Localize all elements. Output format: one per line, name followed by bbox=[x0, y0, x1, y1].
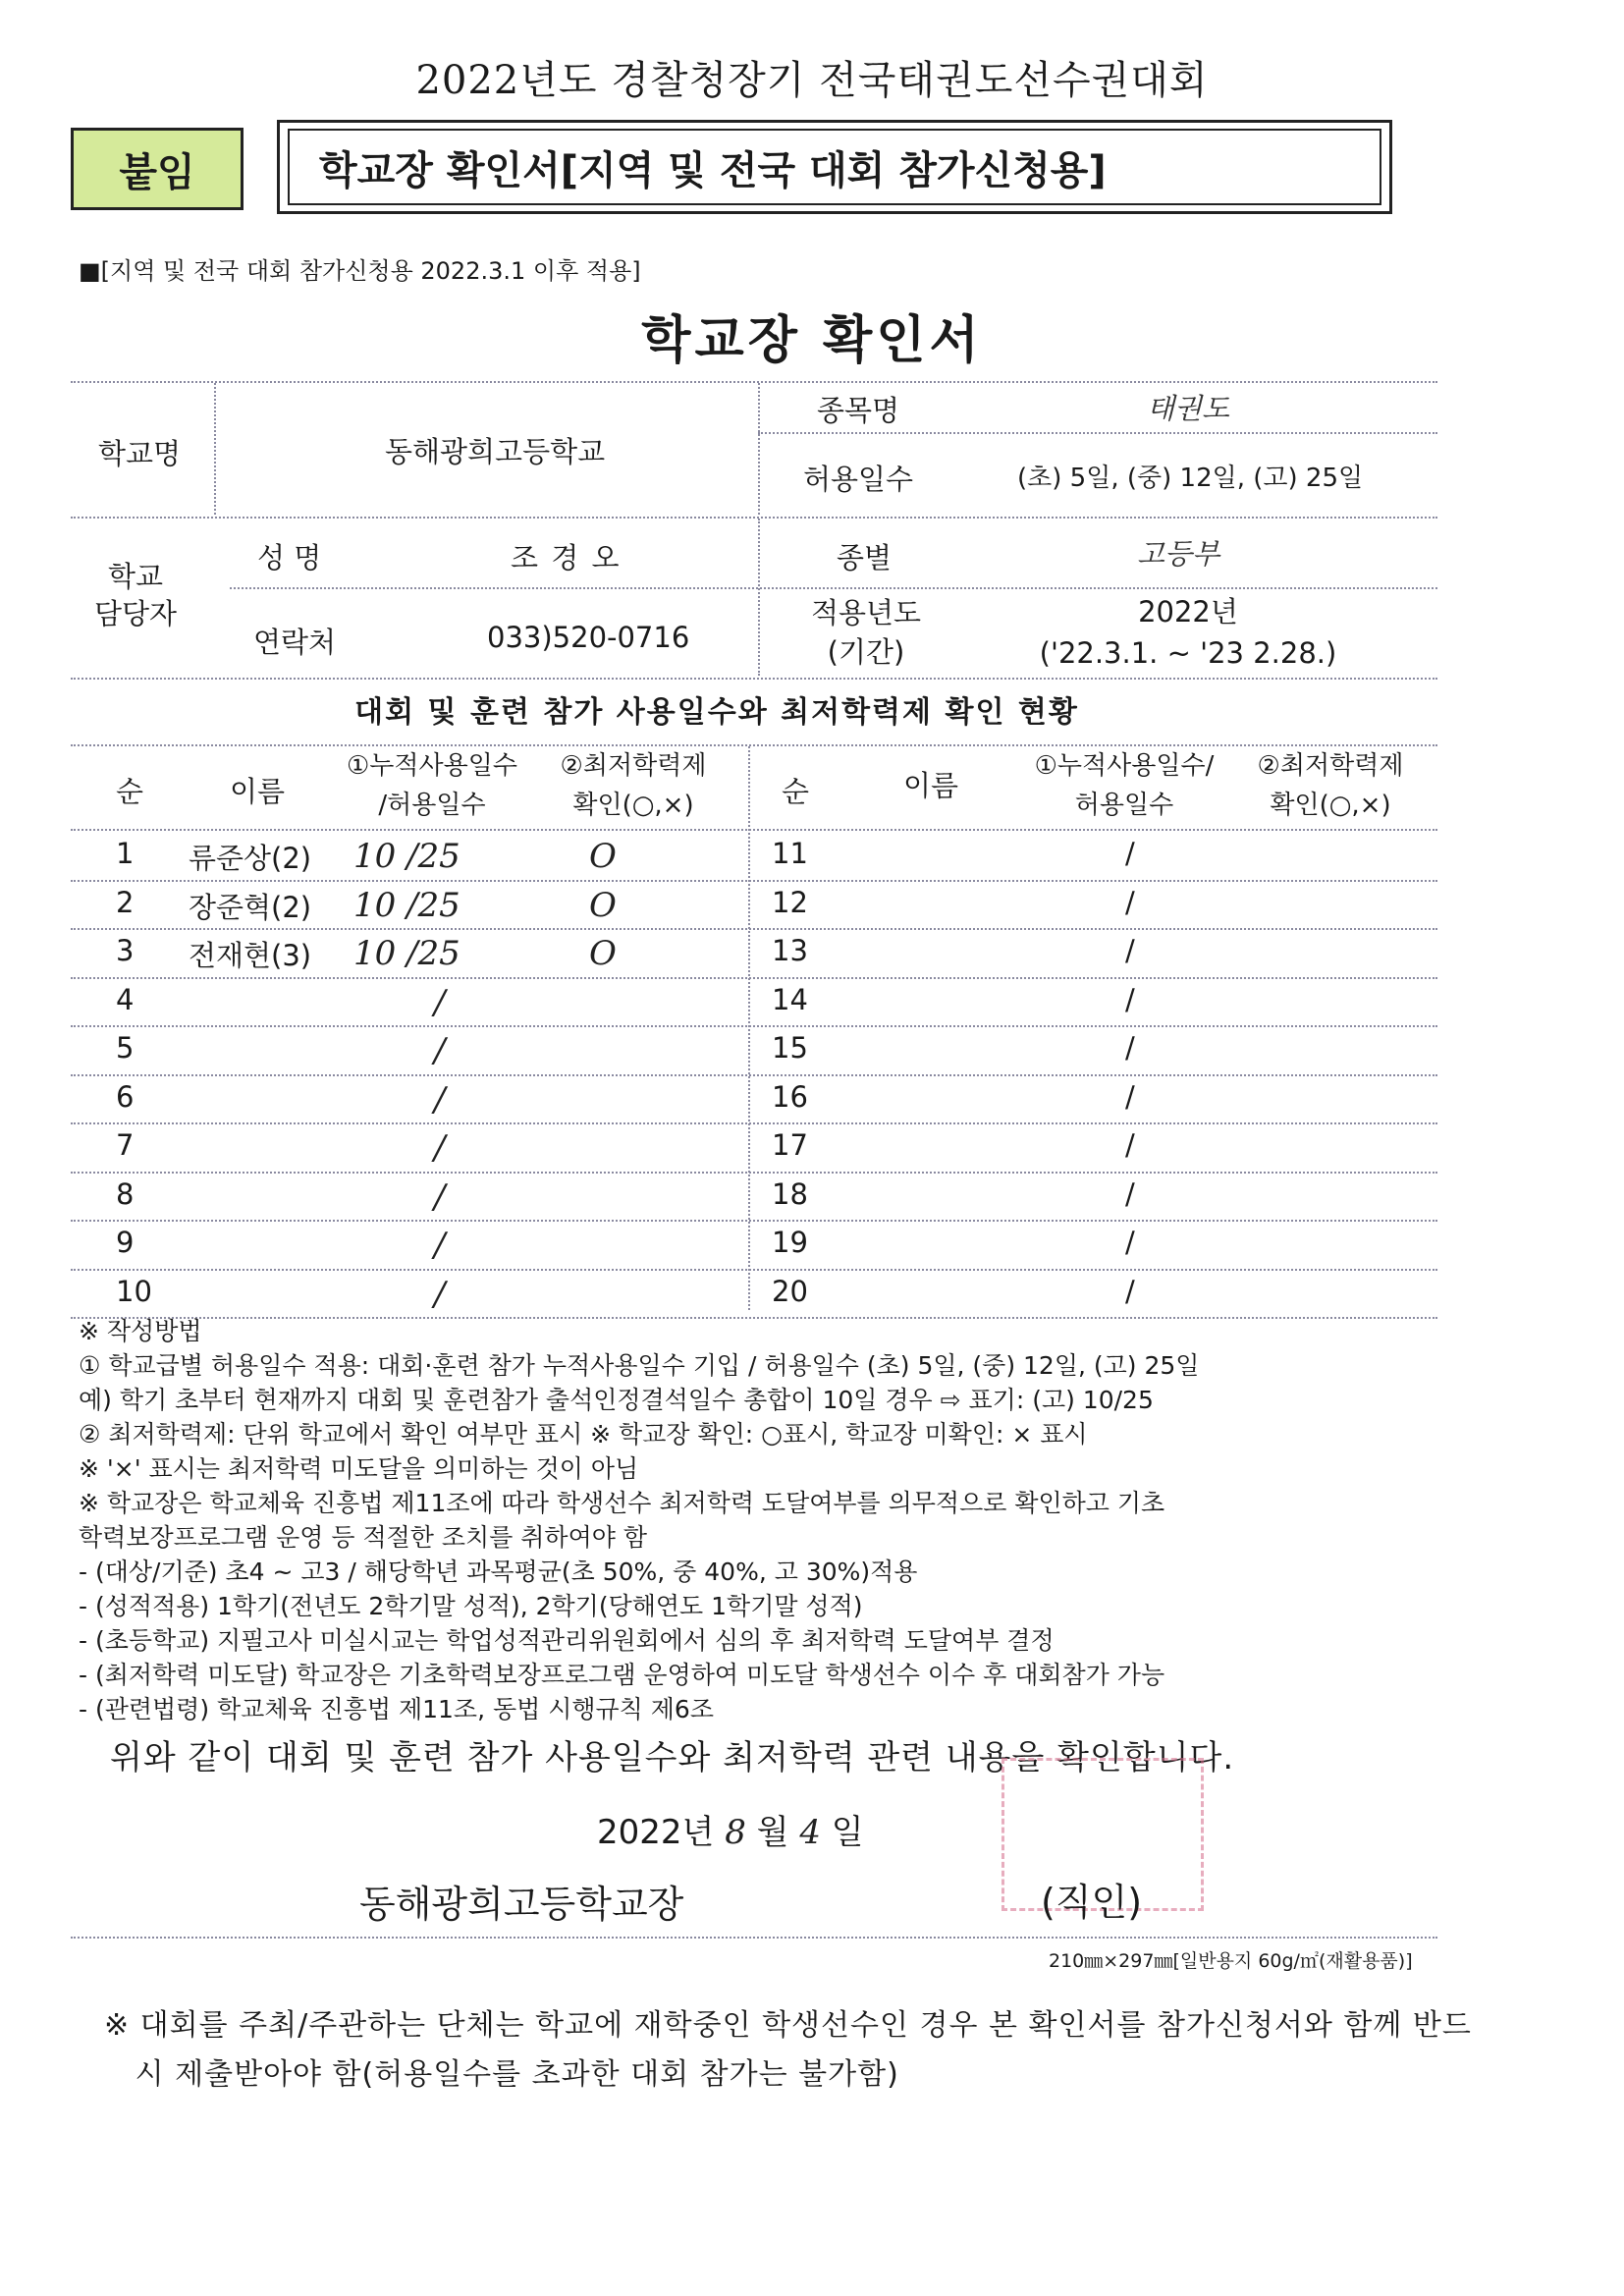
row-days-2: / bbox=[1125, 1177, 1135, 1211]
row-number: 7 bbox=[116, 1128, 135, 1162]
seal-label: (직인) bbox=[1041, 1881, 1143, 1924]
row-days: / bbox=[434, 1128, 446, 1168]
row-number-2: 18 bbox=[772, 1177, 808, 1211]
submission-note bbox=[104, 2001, 1472, 2100]
row-number-2: 16 bbox=[772, 1080, 808, 1114]
row-number: 8 bbox=[116, 1177, 135, 1211]
note-line: 예) 학기 초부터 현재까지 대회 및 훈련참가 출석인정결석일수 총합이 10일 경우 ⇨ 표기: (고) 10/25 bbox=[79, 1386, 1154, 1414]
row-days: / bbox=[434, 1031, 446, 1070]
confirmation-text: 위와 같이 대회 및 훈련 참가 사용일수와 최저학력 관련 내용을 확인합니다. bbox=[110, 1738, 1235, 1777]
days-label: 허용일수 bbox=[803, 463, 914, 496]
col-header-check-2: ②최저학력제 확인(○,×) bbox=[1257, 751, 1404, 820]
row-check: O bbox=[589, 934, 617, 973]
row-days-2: / bbox=[1125, 1128, 1135, 1162]
row-number: 10 bbox=[116, 1275, 152, 1308]
row-check: O bbox=[589, 886, 617, 925]
row-days-2: / bbox=[1125, 934, 1135, 967]
col-header-name: 이름 bbox=[230, 775, 286, 808]
event-title: 2022년도 경찰청장기 전국태권도선수권대회 bbox=[415, 58, 1209, 103]
row-number: 4 bbox=[116, 983, 135, 1016]
col-header-check: ②최저학력제 확인(○,×) bbox=[560, 751, 707, 820]
sign-date bbox=[597, 1805, 864, 1853]
paper-spec: 210㎜×297㎜[일반용지 60g/㎡(재활용품)] bbox=[1049, 1950, 1413, 1972]
row-name: 장준혁(2) bbox=[189, 891, 312, 924]
note-line: ※ 학교장은 학교체육 진흥법 제11조에 따라 학생선수 최저학력 도달여부를 의무적으로 확인하고 기초 bbox=[79, 1489, 1165, 1517]
row-number-2: 12 bbox=[772, 886, 808, 919]
row-days: / bbox=[434, 1080, 446, 1120]
row-name: 류준상(2) bbox=[189, 842, 312, 875]
row-number-2: 13 bbox=[772, 934, 808, 967]
row-number-2: 19 bbox=[772, 1226, 808, 1259]
note-line: ① 학교급별 허용일수 적용: 대회·훈련 참가 누적사용일수 기입 / 허용일수 (초) 5일, (중) 12일, (고) 25일 bbox=[79, 1351, 1200, 1380]
row-number-2: 14 bbox=[772, 983, 808, 1016]
row-number: 3 bbox=[116, 934, 135, 967]
row-check: O bbox=[589, 837, 617, 876]
division-value: 고등부 bbox=[1137, 537, 1220, 571]
school-value: 동해광희고등학교 bbox=[385, 435, 606, 468]
date-month: 8 bbox=[725, 1813, 746, 1852]
school-label: 학교명 bbox=[98, 437, 182, 470]
row-number: 9 bbox=[116, 1226, 135, 1259]
header-box bbox=[277, 120, 1392, 214]
note-line: ② 최저학력제: 단위 학교에서 확인 여부만 표시 ※ 학교장 확인: ○표시, 학교장 미확인: × 표시 bbox=[79, 1420, 1088, 1449]
row-days: 10 /25 bbox=[353, 934, 460, 973]
manager-label: 학교 담당자 bbox=[93, 560, 178, 630]
note-line: - (최저학력 미도달) 학교장은 기초학력보장프로그램 운영하여 미도달 학생선수 이수 후 대회참가 가능 bbox=[79, 1661, 1165, 1689]
year-value: 2022년 ('22.3.1. ~ '23 2.28.) bbox=[1039, 595, 1337, 670]
row-number-2: 17 bbox=[772, 1128, 808, 1162]
note-line: ※ 작성방법 bbox=[79, 1317, 202, 1345]
row-days: / bbox=[434, 1177, 446, 1217]
row-days-2: / bbox=[1125, 1031, 1135, 1065]
row-days-2: / bbox=[1125, 837, 1135, 870]
instructions bbox=[79, 1314, 1199, 1726]
section-title: 대회 및 훈련 참가 사용일수와 최저학력제 확인 현황 bbox=[354, 695, 1079, 730]
row-days: / bbox=[434, 983, 446, 1022]
date-day: 4 bbox=[799, 1813, 821, 1852]
note-line: 학력보장프로그램 운영 등 적절한 조치를 취하여야 함 bbox=[79, 1523, 647, 1552]
col-header-name-2: 이름 bbox=[903, 769, 959, 802]
row-number-2: 20 bbox=[772, 1275, 808, 1308]
event-label: 종목명 bbox=[817, 394, 900, 427]
date-day-unit: 일 bbox=[831, 1813, 864, 1852]
contact-label: 연락처 bbox=[253, 626, 337, 659]
signer-name: 동해광희고등학교장 bbox=[359, 1883, 684, 1926]
row-number: 2 bbox=[116, 886, 135, 919]
row-number-2: 15 bbox=[772, 1031, 808, 1065]
col-header-no-2: 순 bbox=[782, 775, 810, 808]
division-label: 종별 bbox=[837, 541, 893, 574]
row-days-2: / bbox=[1125, 1080, 1135, 1114]
row-days: / bbox=[434, 1275, 446, 1314]
name-value: 조 경 오 bbox=[511, 541, 622, 574]
note-line: ※ '×' 표시는 최저학력 미도달을 의미하는 것이 아님 bbox=[79, 1454, 639, 1483]
row-days: 10 /25 bbox=[353, 886, 460, 925]
contact-value: 033)520-0716 bbox=[487, 621, 690, 654]
row-days-2: / bbox=[1125, 1226, 1135, 1259]
col-header-days-2: ①누적사용일수/ 허용일수 bbox=[1034, 751, 1215, 820]
note-line: - (초등학교) 지필고사 미실시교는 학업성적관리위원회에서 심의 후 최저학력 도달여부 결정 bbox=[79, 1626, 1055, 1655]
col-header-days: ①누적사용일수 /허용일수 bbox=[346, 751, 517, 820]
document-title: 학교장 확인서 bbox=[641, 311, 983, 370]
row-days: / bbox=[434, 1226, 446, 1265]
row-days-2: / bbox=[1125, 886, 1135, 919]
days-value: (초) 5일, (중) 12일, (고) 25일 bbox=[1017, 464, 1364, 493]
form-note: ■[지역 및 전국 대회 참가신청용 2022.3.1 이후 적용] bbox=[79, 257, 641, 285]
row-number: 5 bbox=[116, 1031, 135, 1065]
row-number: 1 bbox=[116, 837, 135, 870]
attachment-badge: 붙임 bbox=[71, 128, 244, 210]
submission-note-line: 시 제출받아야 함(허용일수를 초과한 대회 참가는 불가함) bbox=[104, 2057, 899, 2092]
col-header-no: 순 bbox=[116, 775, 144, 808]
header-title: 학교장 확인서[지역 및 전국 대회 참가신청용] bbox=[288, 129, 1381, 205]
row-name: 전재현(3) bbox=[189, 939, 312, 972]
name-label: 성 명 bbox=[257, 541, 322, 574]
submission-note-line: ※ 대회를 주최/주관하는 단체는 학교에 재학중인 학생선수인 경우 본 확인서를 참가신청서와 함께 반드 bbox=[104, 2008, 1472, 2043]
year-label: 적용년도 (기간) bbox=[810, 596, 922, 669]
date-month-unit: 월 bbox=[756, 1813, 789, 1852]
row-days-2: / bbox=[1125, 1275, 1135, 1308]
date-year: 2022년 bbox=[597, 1813, 715, 1852]
row-number-2: 11 bbox=[772, 837, 808, 870]
note-line: - (대상/기준) 초4 ~ 고3 / 해당학년 과목평균(초 50%, 중 40%, 고 30%)적용 bbox=[79, 1558, 918, 1586]
note-line: - (관련법령) 학교체육 진흥법 제11조, 동법 시행규칙 제6조 bbox=[79, 1695, 714, 1723]
row-days-2: / bbox=[1125, 983, 1135, 1016]
row-number: 6 bbox=[116, 1080, 135, 1114]
row-days: 10 /25 bbox=[353, 837, 460, 876]
event-value: 태권도 bbox=[1147, 392, 1230, 425]
note-line: - (성적적용) 1학기(전년도 2학기말 성적), 2학기(당해연도 1학기말 성적) bbox=[79, 1592, 863, 1620]
